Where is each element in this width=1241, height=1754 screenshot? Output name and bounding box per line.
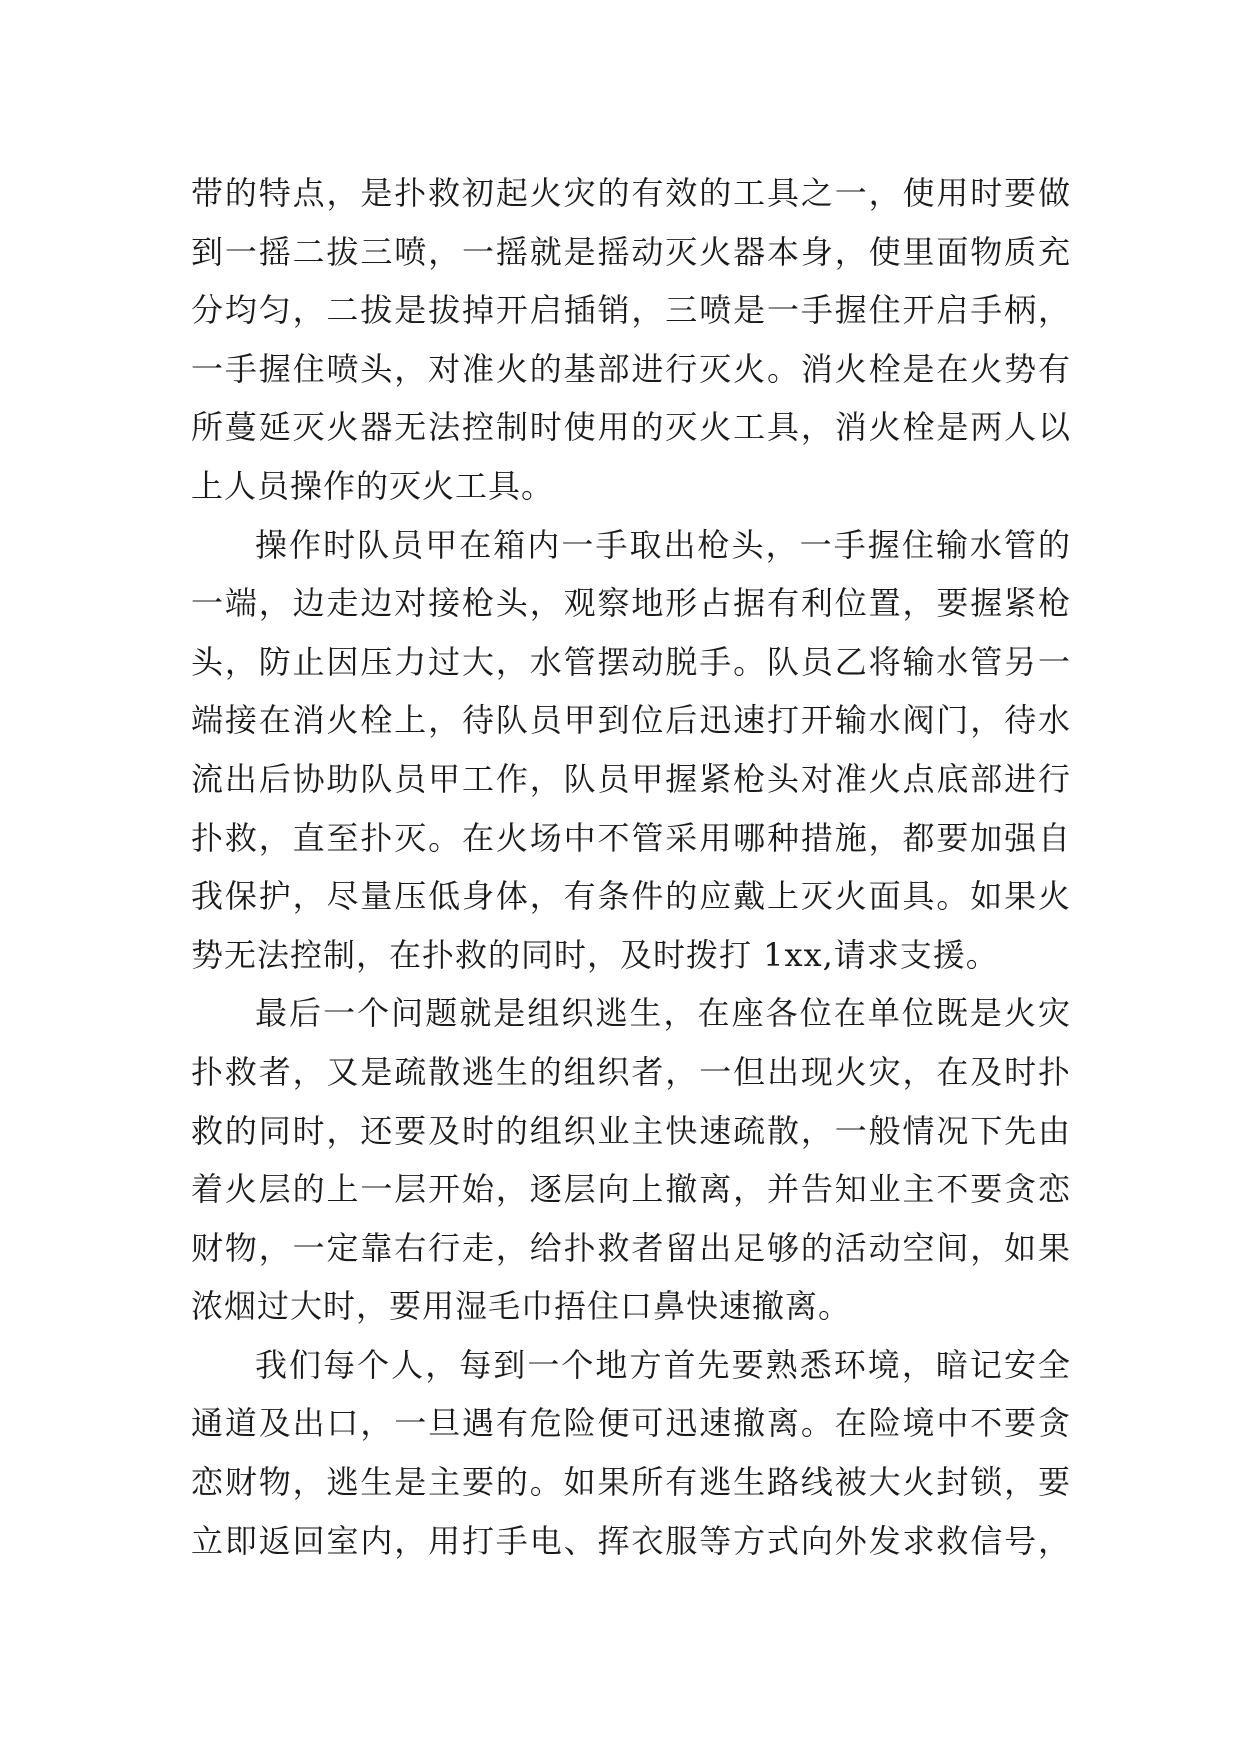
text-line: 救的同时，还要及时的组织业主快速疏散，一般情况下先由: [191, 1111, 1071, 1150]
text-line: 一端，边走边对接枪头，观察地形占据有利位置，要握紧枪: [191, 584, 1071, 623]
text-line: 最后一个问题就是组织逃生，在座各位在单位既是火灾: [255, 994, 1071, 1033]
text-line: 端接在消火栓上，待队员甲到位后迅速打开输水阀门，待水: [191, 701, 1071, 740]
text-line: 分均匀，二拔是拔掉开启插销，三喷是一手握住开启手柄，: [191, 291, 1071, 330]
text-line: 到一摇二拔三喷，一摇就是摇动灭火器本身，使里面物质充: [191, 232, 1071, 271]
paragraph-4: [191, 1336, 1071, 1570]
text-line: 扑救，直至扑灭。在火场中不管采用哪种措施，都要加强自: [191, 818, 1071, 857]
text-line: 恋财物，逃生是主要的。如果所有逃生路线被大火封锁，要: [191, 1463, 1071, 1502]
document-body: [191, 164, 1071, 1570]
text-line: 着火层的上一层开始，逐层向上撤离，并告知业主不要贪恋: [191, 1170, 1071, 1209]
text-line: 立即返回室内，用打手电、挥衣服等方式向外发求救信号，: [191, 1521, 1071, 1560]
text-line: 我保护，尽量压低身体，有条件的应戴上灭火面具。如果火: [191, 877, 1071, 916]
text-line: 势无法控制，在扑救的同时，及时拨打 1xx,请求支援。: [191, 935, 999, 974]
paragraph-1: [191, 164, 1071, 516]
text-line: 财物，一定靠右行走，给扑救者留出足够的活动空间，如果: [191, 1228, 1071, 1267]
text-line: 我们每个人，每到一个地方首先要熟悉环境，暗记安全: [255, 1345, 1071, 1384]
paragraph-2: [191, 516, 1071, 985]
paragraph-3: [191, 984, 1071, 1336]
text-line: 浓烟过大时，要用湿毛巾捂住口鼻快速撤离。: [191, 1287, 852, 1326]
text-line: 所蔓延灭火器无法控制时使用的灭火工具，消火栓是两人以: [191, 408, 1071, 447]
text-line: 通道及出口，一旦遇有危险便可迅速撤离。在险境中不要贪: [191, 1404, 1071, 1443]
text-line: 带的特点，是扑救初起火灾的有效的工具之一，使用时要做: [191, 174, 1071, 212]
text-line: 头，防止因压力过大，水管摆动脱手。队员乙将输水管另一: [191, 642, 1071, 681]
text-line: 一手握住喷头，对准火的基部进行灭火。消火栓是在火势有: [191, 349, 1071, 388]
text-line: 操作时队员甲在箱内一手取出枪头，一手握住输水管的: [255, 525, 1071, 564]
text-line: 扑救者，又是疏散逃生的组织者，一但出现火灾，在及时扑: [191, 1052, 1071, 1091]
text-line: 上人员操作的灭火工具。: [191, 466, 555, 505]
text-line: 流出后协助队员甲工作，队员甲握紧枪头对准火点底部进行: [191, 759, 1071, 798]
